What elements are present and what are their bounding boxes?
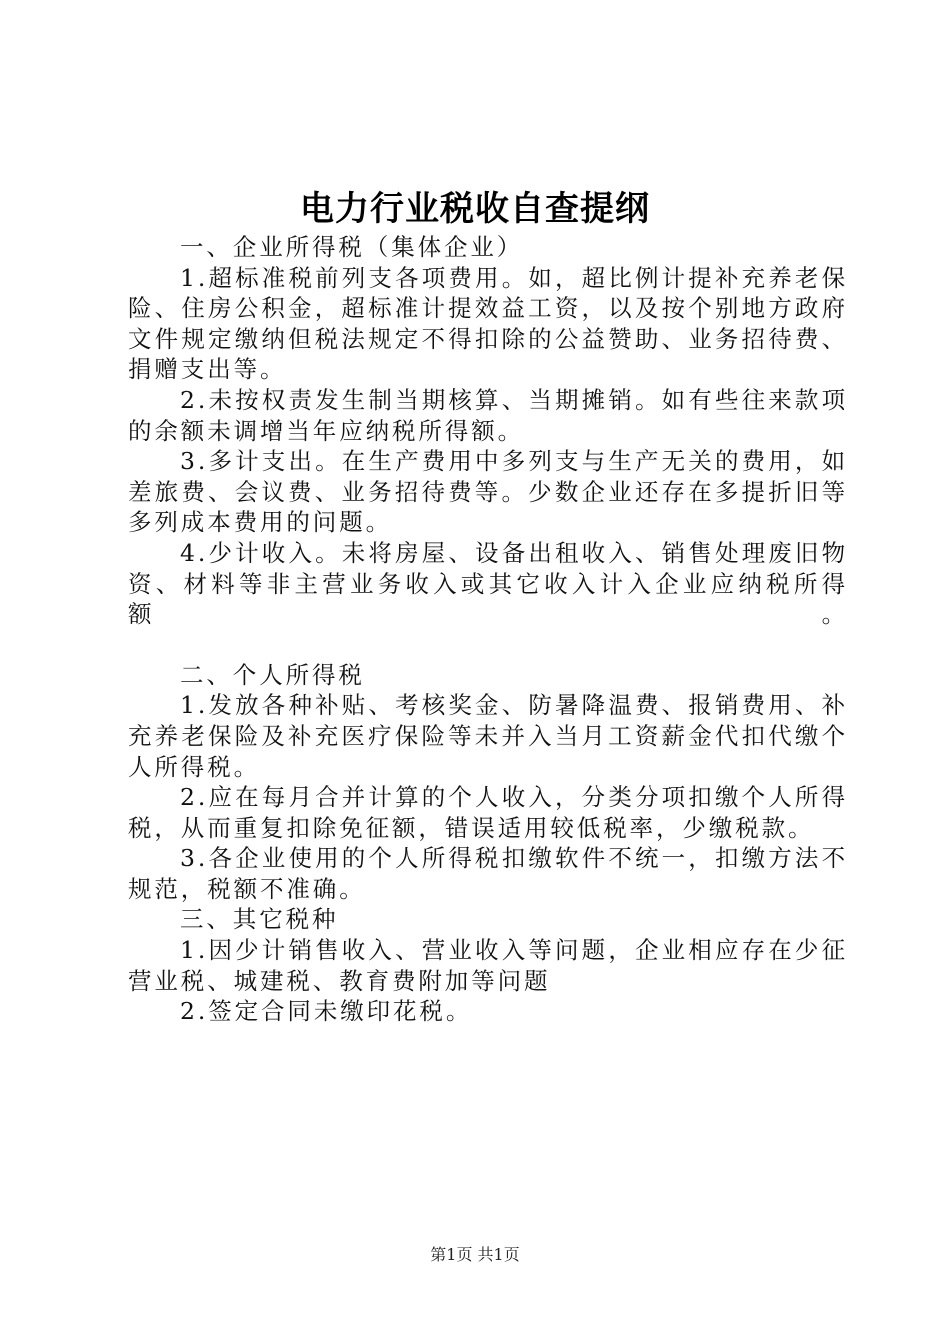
paragraph-spacer — [128, 630, 848, 660]
section-heading-enterprise-income-tax: 一、企业所得税（集体企业） — [180, 233, 524, 261]
document-title: 电力行业税收自查提纲 — [300, 189, 650, 229]
paragraph-item: 2.签定合同未缴印花税。 — [180, 997, 473, 1026]
paragraph-item: 2.应在每月合并计算的个人收入，分类分项扣缴个人所得税，从而重复扣除免征额，错误适用较低税率，少缴税款。 — [128, 783, 848, 842]
document-body — [128, 232, 848, 1027]
paragraph-item: 2.未按权责发生制当期核算、当期摊销。如有些往来款项的余额未调增当年应纳税所得额。 — [128, 385, 848, 445]
page-footer: 第1页 共1页 — [430, 1245, 520, 1264]
section-heading-other-taxes: 三、其它税种 — [180, 905, 339, 934]
section-heading-personal-income-tax: 二、个人所得税 — [180, 660, 365, 689]
paragraph-item: 1.超标准税前列支各项费用。如，超比例计提补充养老保险、住房公积金，超标准计提效益工资，以及按个别地方政府文件规定缴纳但税法规定不得扣除的公益赞助、业务招待费、捐赠支出等。 — [128, 263, 848, 384]
paragraph-item: 4.少计收入。未将房屋、设备出租收入、销售处理废旧物资、材料等非主营业务收入或其它收入计入企业应纳税所得额。 — [128, 538, 848, 629]
paragraph-item: 1.发放各种补贴、考核奖金、防暑降温费、报销费用、补充养老保险及补充医疗保险等未并入当月工资薪金代扣代缴个人所得税。 — [128, 691, 848, 781]
paragraph-item: 3.各企业使用的个人所得税扣缴软件不统一，扣缴方法不规范，税额不准确。 — [128, 844, 848, 903]
paragraph-item: 3.多计支出。在生产费用中多列支与生产无关的费用，如差旅费、会议费、业务招待费等。少数企业还存在多提折旧等多列成本费用的问题。 — [128, 447, 848, 537]
paragraph-item: 1.因少计销售收入、营业收入等问题，企业相应存在少征营业税、城建税、教育费附加等问题 — [128, 936, 848, 995]
